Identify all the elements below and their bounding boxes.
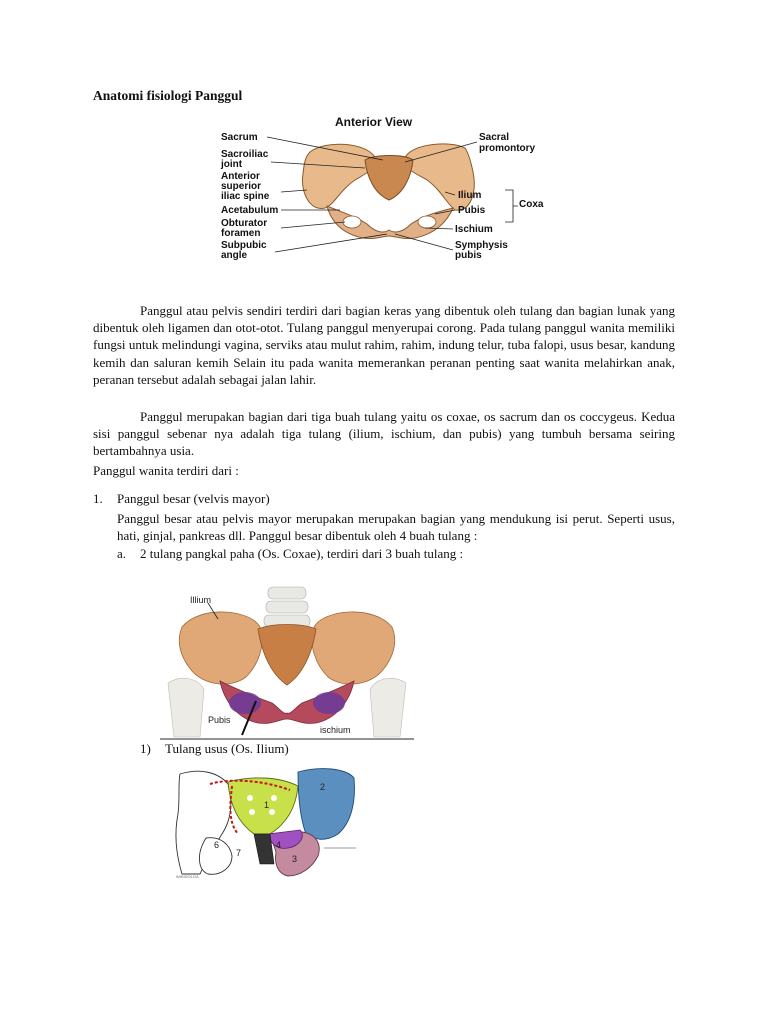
number-3: 3 [292, 854, 298, 864]
figure-watermark: WIKIDOLGA [176, 874, 199, 879]
label-subpubic: Subpubic [221, 240, 267, 251]
number-4: 4 [276, 840, 282, 850]
paragraph-3: Panggul wanita terdiri dari : [93, 463, 239, 478]
paragraph-2: Panggul merupakan bagian dari tiga buah tulang yaitu os coxae, os sacrum dan os coccygeus. Kedua sisi panggul sebenar nya adalah tiga tulang (ilium, ischium, dan pubis) yang tumbuh bersama seiring bertambahnya usia. [93, 409, 675, 459]
label-pubis: Pubis [458, 205, 486, 216]
label-acetabulum: Acetabulum [221, 205, 279, 216]
label-pubis-2: pubis [455, 250, 482, 261]
label-angle: angle [221, 250, 248, 261]
label-obturator: Obturator [221, 218, 268, 229]
number-1: 1 [264, 800, 270, 810]
sub-item-1-number: 1) [140, 741, 151, 756]
label-superior: superior [221, 181, 262, 192]
number-6: 6 [214, 840, 220, 850]
list-item-1-body: Panggul besar atau pelvis mayor merupakan merupakan bagian yang mendukung isi perut. Seperti usus, hati, ginjal, pankreas dll. Panggul besar dibentuk oleh 4 buah tulang : [117, 511, 675, 544]
ilium-colored-figure [170, 764, 360, 882]
label-anterior: Anterior [221, 171, 260, 182]
sub-item-a-letter: a. [117, 546, 127, 561]
right-obturator-foramen [418, 216, 436, 228]
pelvis-coxae-figure [160, 585, 414, 741]
pelvis-anterior-figure [215, 112, 555, 264]
label-symphysis: Symphysis [455, 240, 508, 251]
label-ilium: Ilium [458, 190, 482, 201]
label-sacrum: Sacrum [221, 132, 258, 143]
label-promontory: promontory [479, 143, 536, 154]
label-sacral: Sacral [479, 132, 510, 143]
list-item-1-number: 1. [93, 491, 103, 506]
sub-item-1-text: Tulang usus (Os. Ilium) [165, 741, 289, 756]
number-2: 2 [320, 782, 326, 792]
document-title: Anatomi fisiologi Panggul [93, 88, 243, 103]
number-7: 7 [236, 848, 242, 858]
sub-item-a-text: 2 tulang pangkal paha (Os. Coxae), terdiri dari 3 buah tulang : [140, 546, 464, 561]
left-obturator-foramen [343, 216, 361, 228]
figure-heading: Anterior View [335, 115, 413, 129]
label-coxa: Coxa [519, 199, 544, 210]
label-joint: joint [221, 159, 243, 170]
left-ilium [302, 144, 376, 208]
label-foramen: foramen [221, 228, 261, 239]
label-iliac-spine: iliac spine [221, 191, 270, 202]
paragraph-1: Panggul atau pelvis sendiri terdiri dari bagian keras yang dibentuk oleh tulang dan bagian lunak yang dibentuk oleh ligamen dan otot-otot. Tulang panggul menyerupai corong. Pada tulang panggul wanita memiliki fungsi untuk melindungi vagina, serviks atau mulut rahim, rahim, indung telur, tuba falopi, usus besar, kandung kemih dan saluran kemih Selain itu pada wanita memerankan peranan penting saat wanita melahirkan anak, peranan tersebut adalah sebagai jalan lahir. [93, 303, 675, 387]
label-illium: Illium [190, 595, 212, 605]
label-sacroiliac: Sacroiliac [221, 149, 269, 160]
label-ischium: ischium [320, 725, 351, 735]
list-item-1-title: Panggul besar (velvis mayor) [117, 491, 270, 506]
label-pubis: Pubis [208, 715, 231, 725]
label-ischium: Ischium [455, 224, 493, 235]
